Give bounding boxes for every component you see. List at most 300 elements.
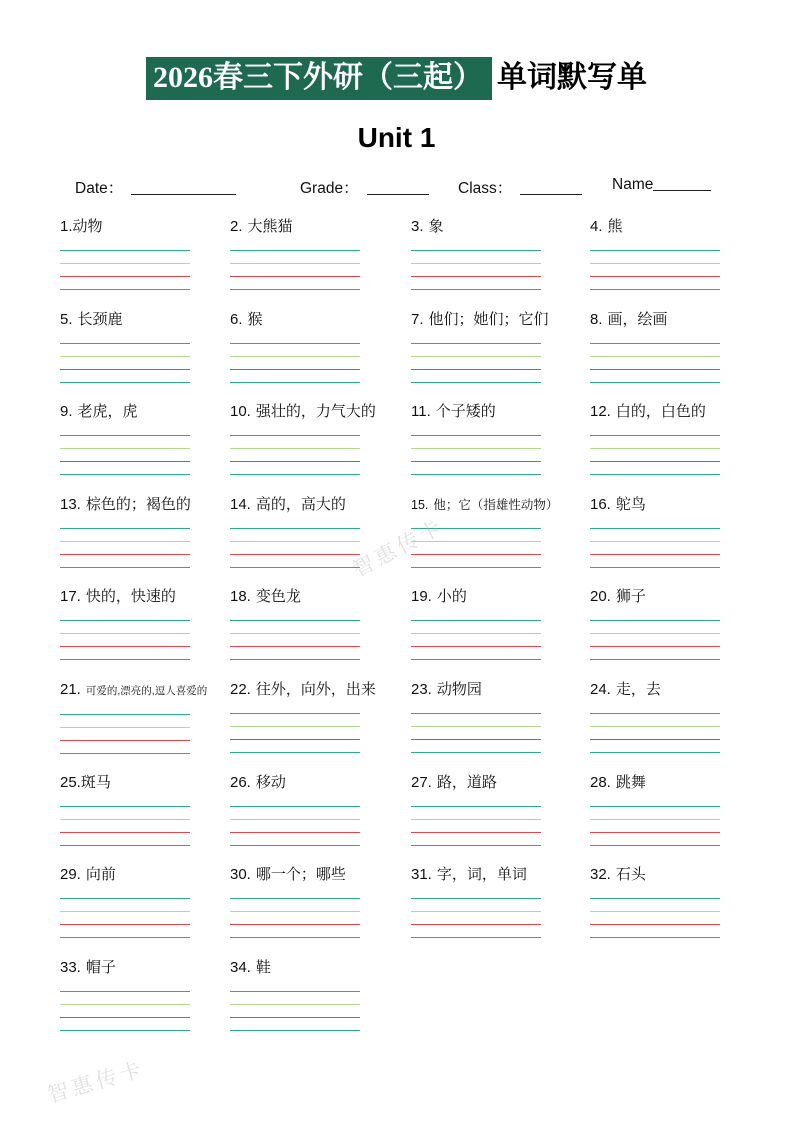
- word-number: 24.: [590, 680, 611, 698]
- word-text: 移动: [255, 773, 286, 791]
- word-text: 跳舞: [615, 773, 646, 791]
- writing-line: [60, 740, 190, 753]
- writing-lines: [411, 343, 541, 395]
- field-blank: [367, 180, 429, 195]
- writing-lines: [230, 991, 360, 1043]
- writing-line: [230, 289, 360, 302]
- writing-line: [230, 991, 360, 1004]
- writing-line: [60, 461, 190, 474]
- writing-line: [230, 832, 360, 845]
- word-text: 斑马: [80, 773, 111, 791]
- word-label: [230, 958, 411, 978]
- field-label: Grade：: [300, 180, 359, 197]
- writing-line: [590, 276, 720, 289]
- word-number: 7.: [411, 310, 424, 328]
- word-text: 鞋: [255, 958, 271, 976]
- word-number: 31.: [411, 866, 432, 884]
- writing-line: [411, 461, 541, 474]
- writing-line: [230, 528, 360, 541]
- writing-line: [590, 250, 720, 263]
- word-item: [60, 310, 230, 403]
- writing-line: [230, 1004, 360, 1017]
- word-item: [590, 865, 793, 958]
- writing-line: [590, 633, 720, 646]
- writing-lines: [590, 620, 720, 672]
- writing-line: [590, 343, 720, 356]
- writing-line: [60, 1017, 190, 1030]
- word-item: [411, 402, 590, 495]
- writing-lines: [230, 806, 360, 858]
- writing-lines: [411, 620, 541, 672]
- writing-line: [230, 448, 360, 461]
- writing-line: [590, 845, 720, 858]
- writing-line: [590, 832, 720, 845]
- writing-line: [411, 435, 541, 448]
- word-text: 鸵鸟: [615, 495, 646, 513]
- word-text: 向前: [85, 866, 116, 884]
- writing-line: [230, 659, 360, 672]
- word-item: [230, 958, 411, 1051]
- word-item: [411, 865, 590, 958]
- word-label: [230, 680, 411, 700]
- word-label: [230, 402, 411, 422]
- writing-line: [230, 541, 360, 554]
- writing-line: [60, 937, 190, 950]
- writing-line: [411, 369, 541, 382]
- writing-line: [411, 739, 541, 752]
- writing-lines: [60, 806, 190, 858]
- word-number: 8.: [590, 310, 603, 328]
- word-label: [411, 865, 590, 885]
- word-label: [60, 587, 230, 607]
- writing-line: [60, 753, 190, 766]
- word-label: [590, 865, 793, 885]
- writing-line: [411, 554, 541, 567]
- word-label: [60, 680, 230, 701]
- writing-line: [590, 554, 720, 567]
- writing-line: [60, 356, 190, 369]
- word-label: [411, 310, 590, 330]
- writing-lines: [590, 898, 720, 950]
- word-text: 白的，白色的: [615, 403, 706, 421]
- writing-line: [411, 752, 541, 765]
- writing-line: [411, 924, 541, 937]
- word-label: [411, 217, 590, 237]
- writing-line: [60, 369, 190, 382]
- word-number: 29.: [60, 866, 81, 884]
- word-label: [60, 958, 230, 978]
- writing-line: [60, 382, 190, 395]
- word-item: [60, 402, 230, 495]
- writing-lines: [230, 435, 360, 487]
- writing-line: [60, 250, 190, 263]
- word-item: [230, 310, 411, 403]
- word-item: [590, 495, 793, 588]
- word-text: 石头: [615, 866, 646, 884]
- word-text: 走，去: [615, 680, 661, 698]
- writing-line: [411, 898, 541, 911]
- word-text: 高的，高大的: [255, 495, 346, 513]
- info-field: [458, 176, 582, 198]
- writing-line: [230, 898, 360, 911]
- writing-line: [230, 382, 360, 395]
- word-label: [411, 495, 590, 515]
- writing-lines: [60, 991, 190, 1043]
- writing-line: [230, 1030, 360, 1043]
- worksheet-title: [0, 57, 793, 100]
- writing-line: [411, 541, 541, 554]
- writing-line: [230, 713, 360, 726]
- writing-lines: [590, 713, 720, 765]
- word-item: [230, 773, 411, 866]
- writing-line: [411, 448, 541, 461]
- writing-lines: [230, 343, 360, 395]
- writing-line: [411, 819, 541, 832]
- writing-line: [411, 911, 541, 924]
- word-number: 22.: [230, 680, 251, 698]
- word-number: 15.: [411, 497, 429, 512]
- word-item: [590, 217, 793, 310]
- word-label: [590, 402, 793, 422]
- writing-line: [230, 263, 360, 276]
- word-number: 11.: [411, 403, 431, 421]
- field-blank: [520, 180, 582, 195]
- field-blank: [131, 180, 236, 195]
- writing-line: [60, 898, 190, 911]
- word-label: [230, 773, 411, 793]
- word-item: [230, 217, 411, 310]
- field-label: Class：: [458, 180, 513, 197]
- field-label: Date：: [75, 180, 124, 197]
- writing-line: [590, 911, 720, 924]
- writing-line: [60, 343, 190, 356]
- writing-line: [590, 739, 720, 752]
- writing-line: [230, 435, 360, 448]
- word-label: [230, 217, 411, 237]
- writing-line: [60, 263, 190, 276]
- word-label: [411, 402, 590, 422]
- word-number: 25.: [60, 773, 81, 791]
- writing-line: [60, 633, 190, 646]
- writing-line: [60, 659, 190, 672]
- writing-line: [230, 726, 360, 739]
- word-number: 21.: [60, 680, 81, 698]
- info-field: [612, 176, 711, 194]
- writing-line: [411, 343, 541, 356]
- writing-lines: [230, 620, 360, 672]
- writing-line: [590, 646, 720, 659]
- writing-line: [230, 250, 360, 263]
- word-text: 猴: [247, 310, 263, 328]
- writing-line: [230, 620, 360, 633]
- writing-line: [60, 448, 190, 461]
- writing-line: [411, 845, 541, 858]
- writing-line: [60, 435, 190, 448]
- word-number: 17.: [60, 588, 81, 606]
- word-text: 往外，向外，出来: [255, 680, 376, 698]
- writing-lines: [60, 435, 190, 487]
- writing-line: [230, 845, 360, 858]
- writing-line: [60, 806, 190, 819]
- writing-lines: [60, 714, 190, 766]
- writing-line: [411, 633, 541, 646]
- writing-line: [411, 263, 541, 276]
- writing-line: [230, 461, 360, 474]
- word-text: 动物: [72, 218, 103, 235]
- writing-lines: [590, 250, 720, 302]
- writing-line: [230, 343, 360, 356]
- word-text: 小的: [436, 588, 467, 606]
- word-number: 12.: [590, 403, 611, 421]
- word-number: 4.: [590, 218, 603, 235]
- writing-line: [60, 276, 190, 289]
- word-label: [60, 865, 230, 885]
- writing-line: [590, 898, 720, 911]
- word-item: [230, 495, 411, 588]
- word-number: 34.: [230, 958, 251, 976]
- writing-line: [411, 567, 541, 580]
- word-label: [60, 310, 230, 330]
- writing-line: [230, 739, 360, 752]
- writing-line: [590, 726, 720, 739]
- word-item: [230, 402, 411, 495]
- writing-line: [230, 911, 360, 924]
- writing-lines: [411, 713, 541, 765]
- word-text: 可爱的,漂亮的,逗人喜爱的: [85, 684, 208, 697]
- writing-lines: [60, 620, 190, 672]
- writing-line: [230, 924, 360, 937]
- word-text: 他；它（指雄性动物）: [433, 497, 559, 512]
- word-number: 20.: [590, 588, 611, 606]
- writing-line: [590, 713, 720, 726]
- writing-line: [590, 448, 720, 461]
- word-number: 16.: [590, 495, 611, 513]
- writing-line: [230, 752, 360, 765]
- word-number: 3.: [411, 218, 424, 235]
- writing-line: [230, 1017, 360, 1030]
- writing-line: [411, 806, 541, 819]
- word-label: [590, 773, 793, 793]
- word-number: 18.: [230, 588, 251, 606]
- writing-line: [60, 554, 190, 567]
- writing-line: [230, 819, 360, 832]
- writing-line: [60, 1030, 190, 1043]
- writing-line: [590, 263, 720, 276]
- writing-line: [230, 356, 360, 369]
- title-edition: 2026春三下外研（三起）: [146, 57, 492, 100]
- word-label: [230, 495, 411, 515]
- writing-line: [590, 474, 720, 487]
- writing-line: [411, 289, 541, 302]
- word-label: [230, 587, 411, 607]
- word-item: [60, 680, 230, 773]
- word-item: [590, 587, 793, 680]
- word-text: 个子矮的: [435, 403, 496, 421]
- word-number: 33.: [60, 958, 81, 976]
- writing-line: [590, 924, 720, 937]
- word-item: [230, 680, 411, 773]
- word-item: [590, 310, 793, 403]
- word-number: 27.: [411, 773, 432, 791]
- word-text: 象: [428, 218, 444, 235]
- writing-lines: [411, 250, 541, 302]
- word-item: [590, 773, 793, 866]
- writing-lines: [590, 806, 720, 858]
- word-item: [60, 773, 230, 866]
- writing-line: [230, 369, 360, 382]
- writing-line: [60, 567, 190, 580]
- word-item: [60, 495, 230, 588]
- writing-lines: [230, 713, 360, 765]
- writing-line: [60, 911, 190, 924]
- writing-line: [60, 714, 190, 727]
- writing-line: [411, 528, 541, 541]
- writing-lines: [411, 806, 541, 858]
- writing-line: [60, 845, 190, 858]
- word-text: 动物园: [436, 680, 482, 698]
- writing-line: [590, 289, 720, 302]
- writing-line: [60, 474, 190, 487]
- writing-lines: [411, 435, 541, 487]
- word-number: 19.: [411, 588, 432, 606]
- writing-line: [411, 659, 541, 672]
- word-text: 画，绘画: [607, 310, 668, 328]
- writing-line: [590, 567, 720, 580]
- writing-lines: [60, 528, 190, 580]
- word-item: [411, 587, 590, 680]
- word-text: 狮子: [615, 588, 646, 606]
- writing-line: [230, 646, 360, 659]
- title-doc-type: 单词默写单: [497, 61, 647, 94]
- word-number: 23.: [411, 680, 432, 698]
- writing-line: [590, 752, 720, 765]
- word-text: 老虎，虎: [77, 403, 138, 421]
- info-field: [300, 176, 429, 198]
- word-item: [230, 587, 411, 680]
- word-grid: [60, 217, 793, 1050]
- writing-line: [230, 474, 360, 487]
- writing-line: [60, 1004, 190, 1017]
- writing-line: [590, 528, 720, 541]
- writing-lines: [230, 250, 360, 302]
- writing-line: [411, 713, 541, 726]
- word-text: 字，词，单词: [436, 866, 527, 884]
- word-text: 大熊猫: [247, 218, 293, 235]
- word-label: [230, 310, 411, 330]
- word-label: [411, 680, 590, 700]
- word-item: [590, 680, 793, 773]
- word-text: 帽子: [85, 958, 116, 976]
- word-number: 5.: [60, 310, 73, 328]
- word-item: [411, 310, 590, 403]
- word-text: 长颈鹿: [77, 310, 123, 328]
- writing-line: [230, 554, 360, 567]
- word-text: 路，道路: [436, 773, 497, 791]
- writing-lines: [590, 528, 720, 580]
- writing-line: [411, 832, 541, 845]
- writing-lines: [590, 435, 720, 487]
- word-label: [230, 865, 411, 885]
- word-number: 14.: [230, 495, 251, 513]
- word-label: [60, 773, 230, 793]
- word-item: [60, 217, 230, 310]
- field-label: Name: [612, 176, 654, 193]
- writing-line: [60, 620, 190, 633]
- info-field: [75, 176, 236, 198]
- writing-line: [230, 633, 360, 646]
- writing-lines: [60, 250, 190, 302]
- word-label: [60, 402, 230, 422]
- word-number: 10.: [230, 403, 251, 421]
- writing-line: [411, 620, 541, 633]
- writing-line: [60, 924, 190, 937]
- writing-line: [60, 991, 190, 1004]
- writing-line: [411, 726, 541, 739]
- writing-line: [590, 806, 720, 819]
- writing-line: [230, 567, 360, 580]
- word-label: [411, 587, 590, 607]
- word-label: [590, 217, 793, 237]
- writing-line: [411, 276, 541, 289]
- writing-lines: [230, 528, 360, 580]
- writing-lines: [411, 898, 541, 950]
- writing-line: [590, 659, 720, 672]
- word-item: [230, 865, 411, 958]
- watermark: 智惠传卡: [44, 1056, 148, 1108]
- word-label: [590, 310, 793, 330]
- word-item: [60, 587, 230, 680]
- writing-line: [590, 620, 720, 633]
- word-text: 他们；她们；它们: [428, 310, 549, 328]
- writing-line: [230, 806, 360, 819]
- word-item: [411, 495, 590, 588]
- word-number: 32.: [590, 866, 611, 884]
- writing-line: [60, 646, 190, 659]
- writing-lines: [590, 343, 720, 395]
- word-label: [590, 587, 793, 607]
- word-number: 9.: [60, 403, 73, 421]
- word-item: [60, 958, 230, 1051]
- writing-line: [60, 819, 190, 832]
- word-number: 2.: [230, 218, 243, 235]
- writing-line: [590, 937, 720, 950]
- writing-line: [60, 832, 190, 845]
- writing-line: [590, 356, 720, 369]
- writing-line: [230, 276, 360, 289]
- word-label: [590, 680, 793, 700]
- word-number: 30.: [230, 866, 251, 884]
- word-text: 熊: [607, 218, 623, 235]
- word-item: [411, 773, 590, 866]
- writing-line: [411, 474, 541, 487]
- writing-lines: [60, 343, 190, 395]
- word-number: 6.: [230, 310, 243, 328]
- word-number: 26.: [230, 773, 251, 791]
- word-item: [411, 217, 590, 310]
- writing-line: [411, 382, 541, 395]
- word-number: 1.: [60, 218, 73, 235]
- word-label: [411, 773, 590, 793]
- field-blank: [653, 176, 711, 191]
- word-number: 28.: [590, 773, 611, 791]
- writing-line: [60, 289, 190, 302]
- writing-line: [590, 819, 720, 832]
- writing-line: [590, 369, 720, 382]
- writing-line: [60, 541, 190, 554]
- writing-line: [590, 541, 720, 554]
- writing-line: [590, 435, 720, 448]
- word-text: 强壮的，力气大的: [255, 403, 376, 421]
